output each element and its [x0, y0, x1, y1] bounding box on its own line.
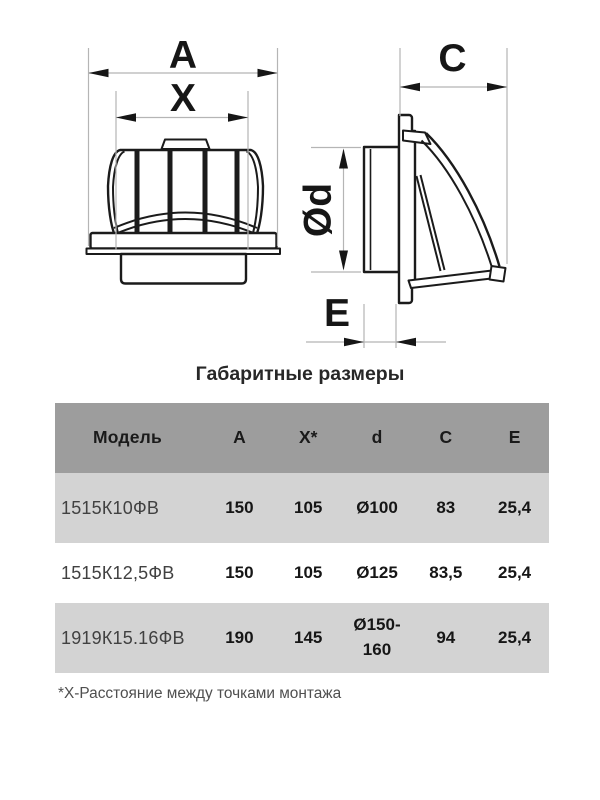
- column-header-e: E: [508, 427, 521, 448]
- table-row: [55, 473, 549, 543]
- value-x: 145: [294, 627, 323, 647]
- dimension-x-label: X: [169, 77, 197, 120]
- value-e: 25,4: [498, 562, 532, 582]
- model-name: 1515К12,5ФВ: [61, 562, 175, 583]
- dimension-a-label: A: [168, 34, 198, 77]
- section-title: Габаритные размеры: [195, 363, 405, 385]
- dimension-e: [306, 292, 446, 348]
- table-row: [55, 543, 549, 603]
- column-header-a: A: [233, 427, 246, 448]
- value-x: 105: [294, 562, 323, 582]
- model-name: 1919К15.16ФВ: [61, 627, 185, 648]
- duct-stub: [121, 254, 246, 284]
- table-header-row: [55, 403, 549, 473]
- value-e: 25,4: [498, 497, 532, 517]
- value-d: Ø100: [356, 497, 398, 517]
- table-row: [55, 603, 549, 673]
- column-header-x: X*: [298, 427, 318, 448]
- value-a: 190: [225, 627, 254, 647]
- value-a: 150: [225, 497, 254, 517]
- value-e: 25,4: [498, 627, 532, 647]
- mounting-flange: [91, 233, 277, 249]
- side-view-drawing: [364, 115, 506, 303]
- value-x: 105: [294, 497, 323, 517]
- value-c: 94: [436, 627, 456, 647]
- hood-curve-inner: [422, 141, 492, 267]
- hood-top-cap: [162, 140, 210, 150]
- column-header-c: C: [439, 427, 453, 448]
- column-header-d: d: [371, 427, 383, 448]
- column-header-model: Модель: [93, 427, 162, 448]
- model-name: 1515К10ФВ: [61, 497, 160, 518]
- table-footnote: *Х-Расстояние между точками монтажа: [58, 685, 342, 702]
- value-d: Ø150-160: [353, 615, 401, 659]
- value-d: Ø125: [356, 562, 398, 582]
- dimension-e-label: E: [323, 292, 351, 335]
- value-c: 83: [436, 497, 456, 517]
- dimension-d: [297, 148, 361, 273]
- dimension-d-label: Ød: [297, 182, 340, 238]
- dimension-c-label: C: [438, 37, 467, 80]
- dimension-drawings: [0, 0, 600, 360]
- dimensions-table: [55, 403, 549, 673]
- value-c: 83,5: [429, 562, 463, 582]
- wall-plate-profile: [399, 115, 415, 303]
- value-a: 150: [225, 562, 254, 582]
- duct-profile: [364, 147, 399, 272]
